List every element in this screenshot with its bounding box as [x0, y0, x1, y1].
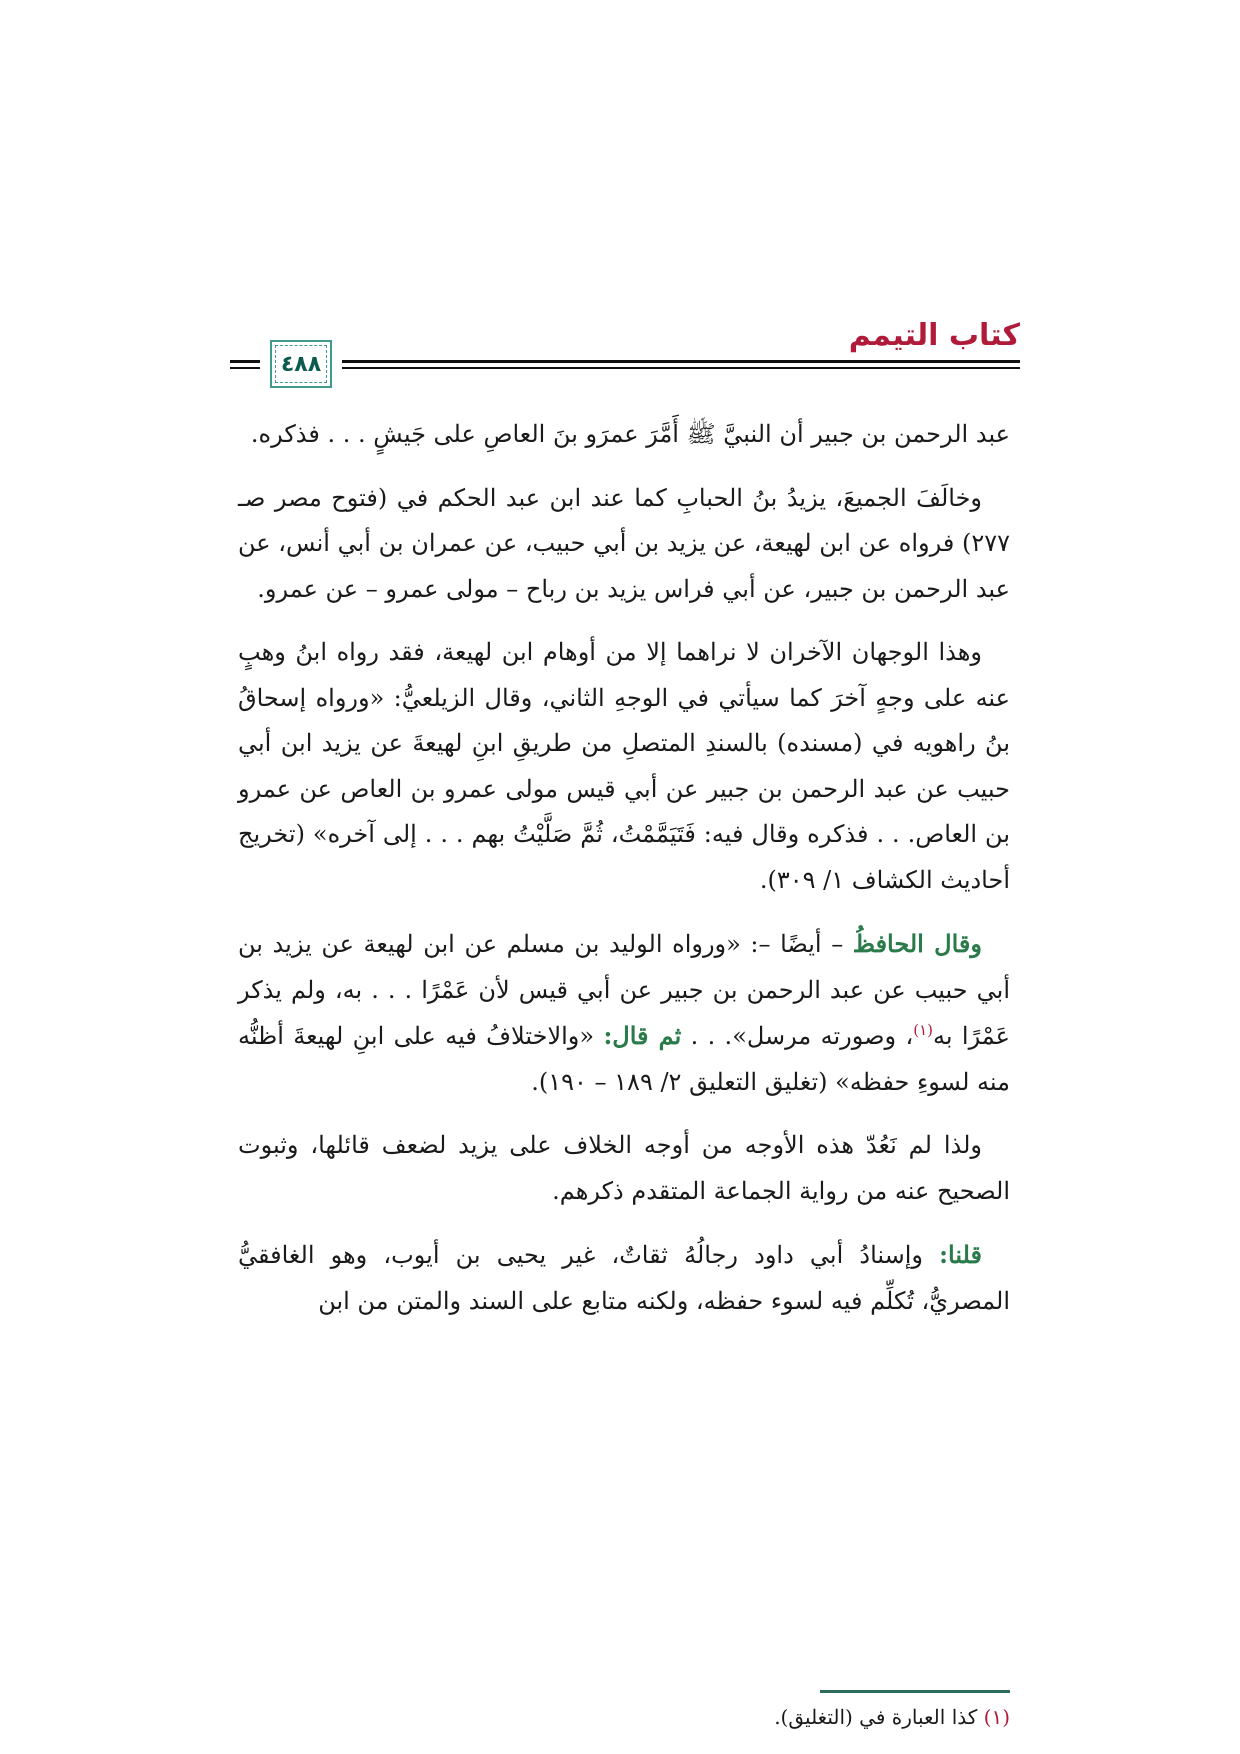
paragraph-4-text-b: ، وصورته مرسل». . .: [681, 1022, 914, 1050]
header-rule-thick: [230, 360, 1020, 363]
paragraph-3: وهذا الوجهان الآخران لا نراهما إلا من أوهام ابن لهيعة، فقد رواه ابنُ وهبٍ عنه على وجهٍ آخرَ كما سيأتي في الوجهِ الثاني، وقال الزيلعيُّ: «ورواه إسحاقُ بنُ راهويه في (مسنده) بالسندِ المتصلِ من طريقِ ابنِ لهيعةَ عن يزيد ابن أبي حبيب عن عبد الرحمن بن جبير عن أبي قيس مولى عمرو بن العاص عن عمرو بن العاص. . . فذكره وقال فيه: فَتَيَمَّمْتُ، ثُمَّ صَلَّيْتُ بهم . . . إلى آخره» (تخريج أحاديث الكشاف ١/ ٣٠٩).: [238, 638, 1010, 894]
paragraph-5: ولذا لم نَعُدّ هذه الأوجه من أوجه الخلاف على يزيد لضعف قائلها، وثبوت الصحيح عنه من رواية الجماعة المتقدم ذكرهم.: [238, 1131, 1010, 1205]
footnote-number: (١): [983, 1705, 1010, 1729]
main-text: [238, 412, 1010, 1342]
page-header: [230, 300, 1020, 400]
paragraph-4-lead: وقال الحافظُ: [852, 929, 982, 958]
paragraph-2: وخالَفَ الجميعَ، يزيدُ بنُ الحبابِ كما عند ابن عبد الحكم في (فتوح مصر صـ ٢٧٧) فرواه عن ابن لهيعة، عن يزيد بن أبي حبيب، عن عمران بن أبي أنس، عن عبد الرحمن بن جبير، عن أبي فراس يزيد بن رباح – مولى عمرو – عن عمرو.: [238, 483, 1010, 603]
paragraph-6-lead: قلنا:: [939, 1240, 982, 1269]
book-title: كتاب التيمم: [848, 318, 1020, 353]
footnote-separator: [820, 1690, 1010, 1693]
paragraph-4-text-a: – أيضًا –: «ورواه الوليد بن مسلم عن ابن لهيعة عن يزيد بن أبي حبيب عن عبد الرحمن بن جبير عن أبي قيس لأن عَمْرًا . . . به، ولم يذكر عَمْرًا به: [238, 930, 1011, 1050]
paragraph-4-highlight: ثم قال:: [603, 1021, 682, 1050]
paragraph-4-text-c: «والاختلافُ فيه على ابنِ لهيعةَ أظنُّه منه لسوءِ حفظه» (تغليق التعليق ٢/ ١٨٩ – ١٩٠).: [238, 1022, 1010, 1096]
paragraph-6-text: وإسنادُ أبي داود رجالُهُ ثقاتٌ، غير يحيى بن أيوب، وهو الغافقيُّ المصريُّ، تُكلِّم فيه لسوء حفظه، ولكنه متابع على السند والمتن من ابن: [238, 1241, 1010, 1315]
paragraph-6: [238, 1232, 1010, 1324]
page-number: ٤٨٨: [280, 351, 322, 377]
footnote-text: كذا العبارة في (التغليق).: [774, 1705, 984, 1729]
header-rule-thin: [230, 367, 1020, 369]
paragraph-1: عبد الرحمن بن جبير أن النبيَّ ﷺ أَمَّرَ عمرَو بنَ العاصِ على جَيشٍ . . . فذكره.: [250, 420, 1010, 448]
paragraph-4: [238, 921, 1010, 1105]
footnote-reference[interactable]: (١): [913, 1021, 933, 1039]
footnote: [620, 1702, 1010, 1732]
page-number-frame: [270, 340, 332, 388]
